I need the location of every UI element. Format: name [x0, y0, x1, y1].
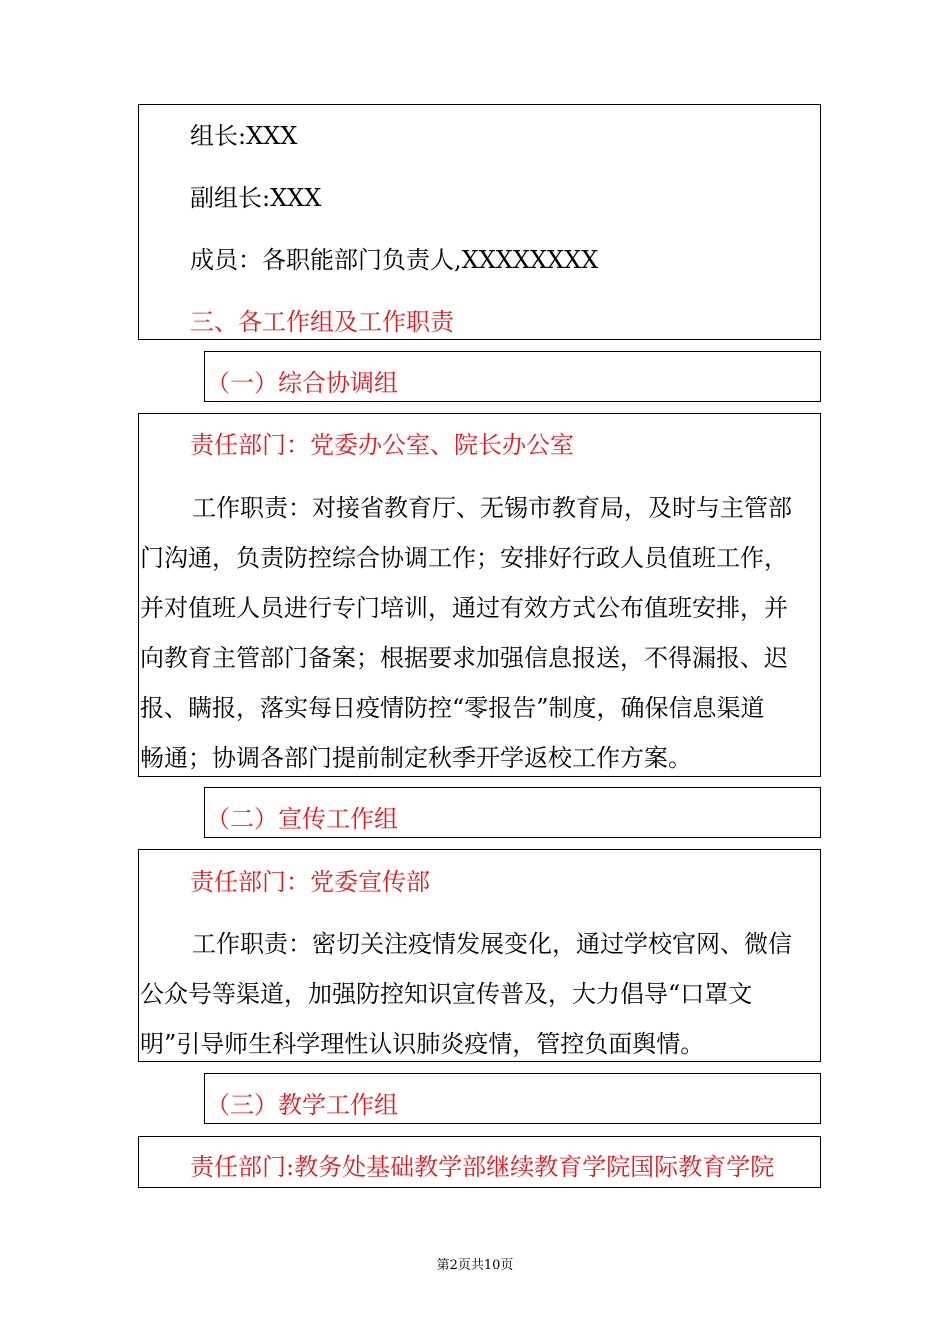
group1-duty-line: 报、瞒报，落实每日疫情防控“零报告”制度，确保信息渠道	[140, 694, 765, 722]
group1-dept: 责任部门：党委办公室、院长办公室	[190, 431, 574, 459]
page-number-footer: 第2页共10页	[436, 1258, 514, 1273]
group2-title: （二）宣传工作组	[206, 805, 398, 833]
group1-duty-line: 并对值班人员进行专门培训，通过有效方式公布值班安排，并	[140, 594, 788, 622]
group2-duties	[140, 919, 820, 1069]
group2-duty-line: 公众号等渠道，加强防控知识宣传普及，大力倡导“口罩文	[140, 980, 753, 1008]
group1-duty-line: 畅通；协调各部门提前制定秋季开学返校工作方案。	[140, 744, 692, 772]
group2-duty-line: 工作职责：密切关注疫情发展变化，通过学校官网、微信	[192, 930, 792, 958]
group3-title: （三）教学工作组	[206, 1091, 398, 1119]
group2-duty-line: 明”引导师生科学理性认识肺炎疫情，管控负面舆情。	[140, 1030, 705, 1058]
group2-dept: 责任部门：党委宣传部	[190, 868, 430, 896]
group1-duty-line: 向教育主管部门备案；根据要求加强信息报送，不得漏报、迟	[140, 644, 788, 672]
group1-duty-line: 门沟通，负责防控综合协调工作；安排好行政人员值班工作，	[140, 544, 788, 572]
group1-duty-line: 工作职责：对接省教育厅、无锡市教育局，及时与主管部	[192, 494, 792, 522]
section-three-title: 三、各工作组及工作职责	[190, 308, 454, 336]
members-line: 成员：各职能部门负责人,XXXXXXXX	[190, 246, 599, 274]
leader-line: 组长:XXX	[190, 122, 298, 150]
deputy-leader-line: 副组长:XXX	[190, 184, 322, 212]
group1-duties	[140, 483, 820, 783]
group1-title: （一）综合协调组	[206, 369, 398, 397]
group3-dept: 责任部门:教务处基础教学部继续教育学院国际教育学院	[190, 1153, 775, 1181]
